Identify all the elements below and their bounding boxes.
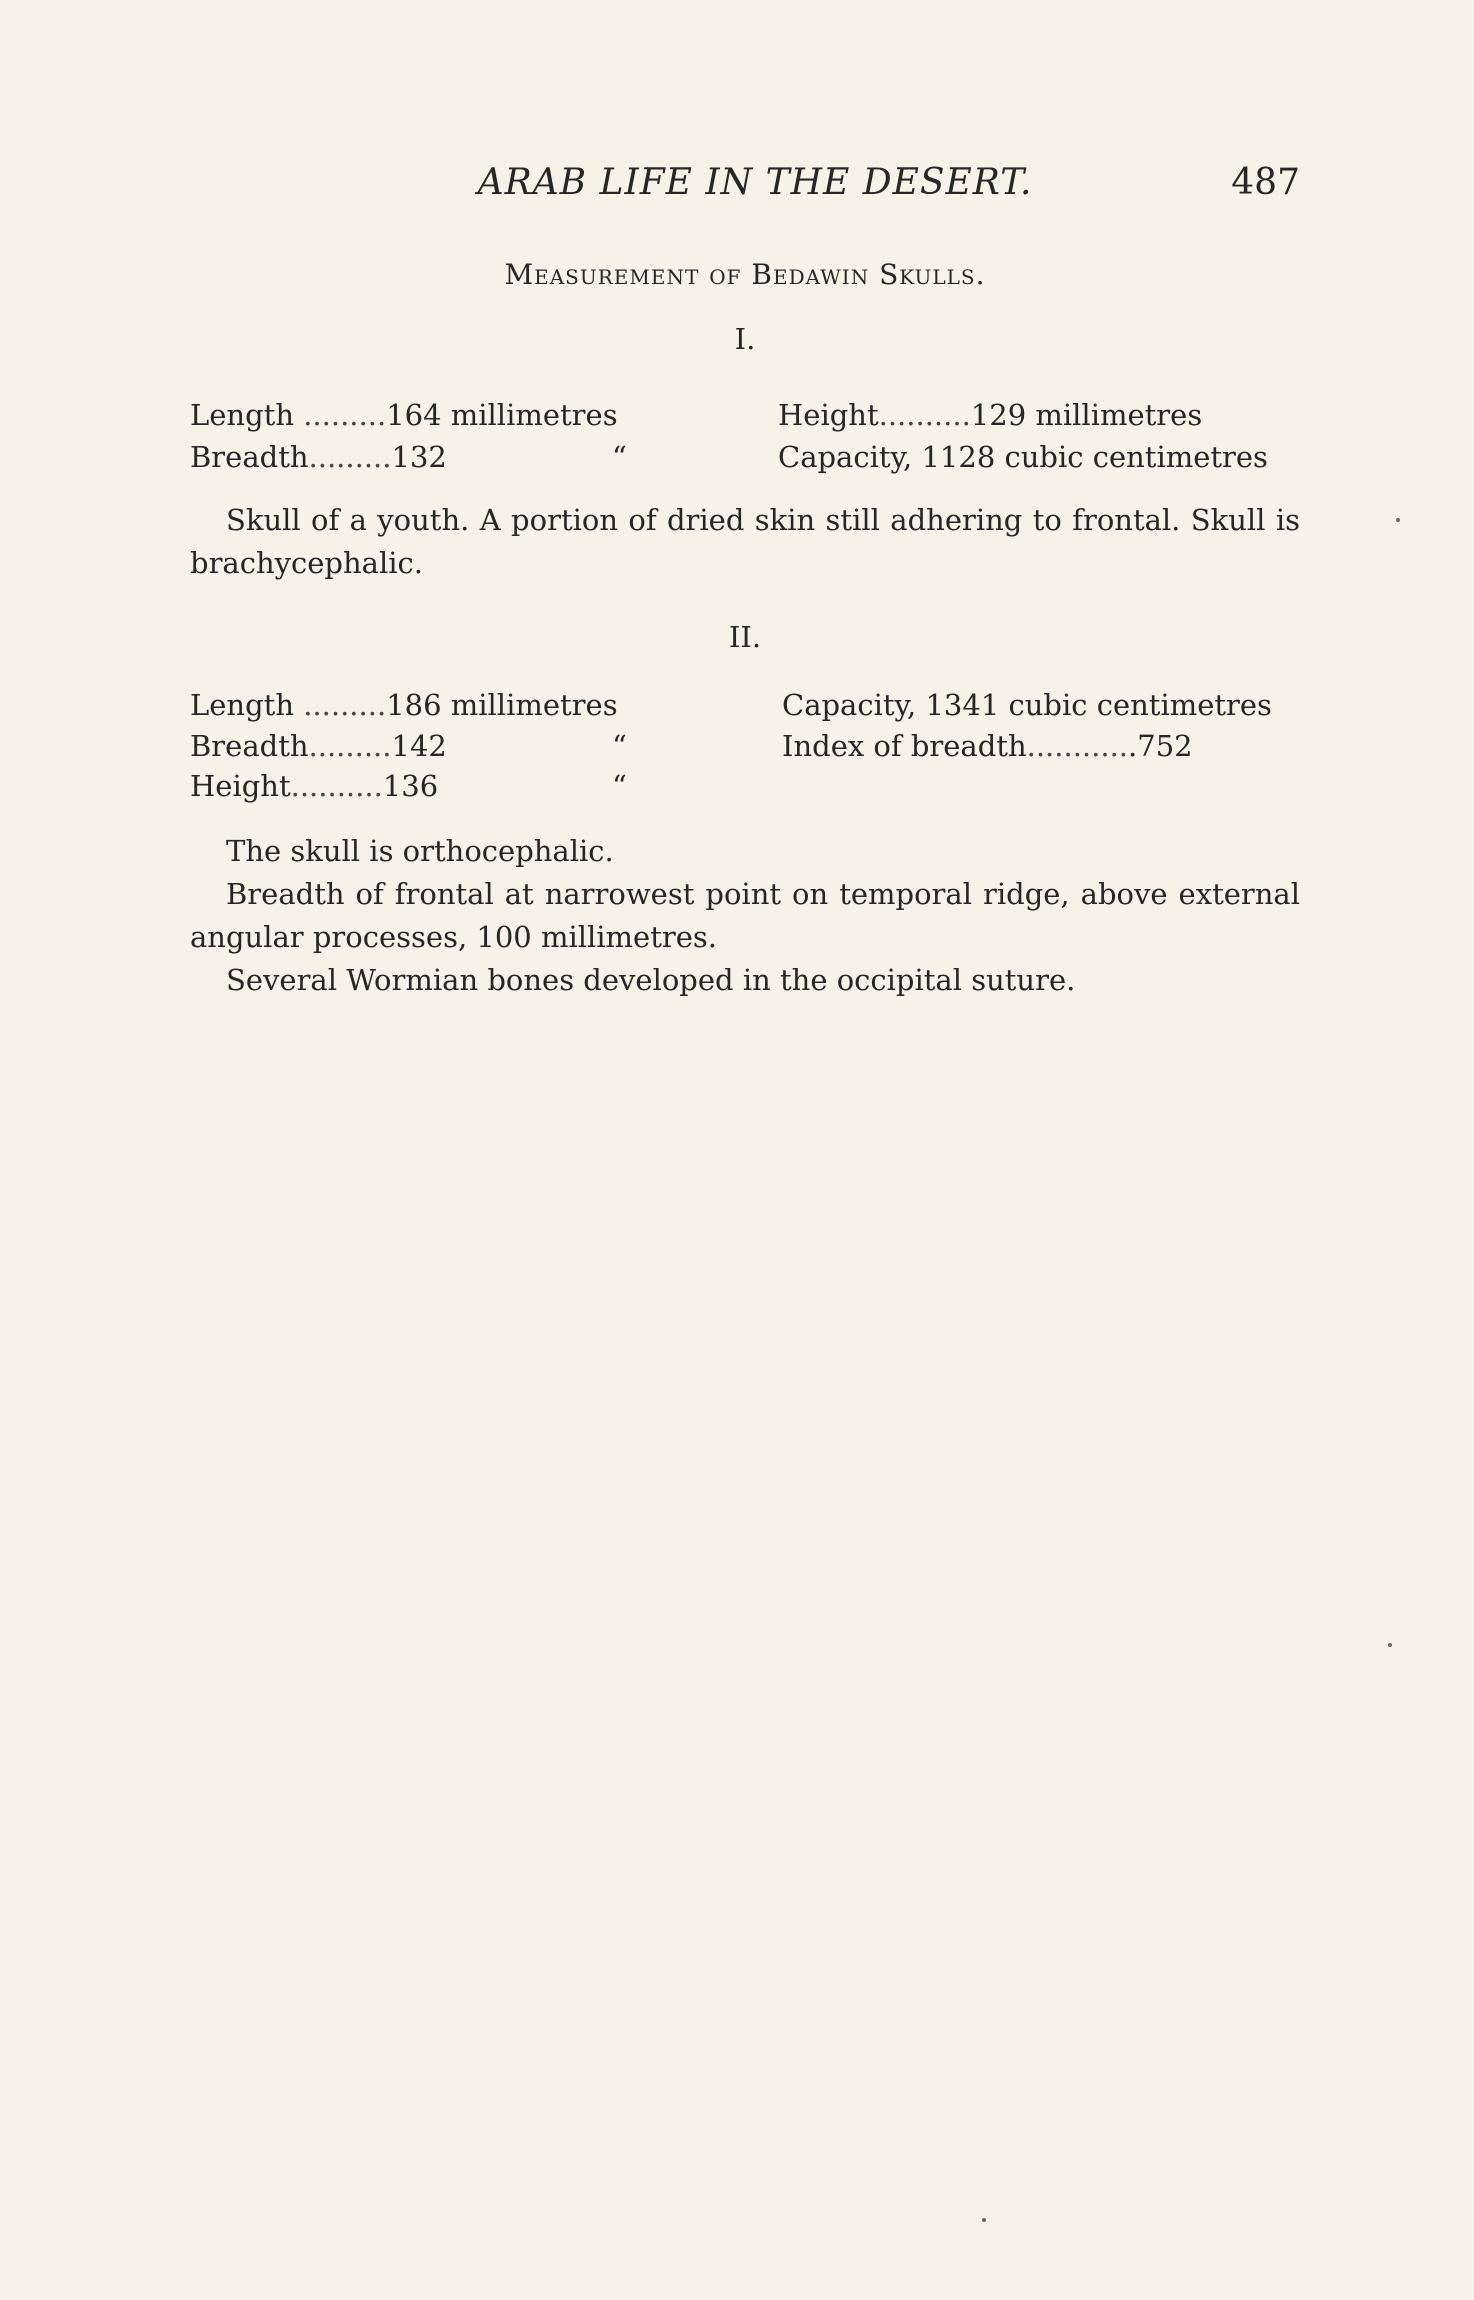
value: 142	[391, 729, 447, 763]
skull-1-row-1	[190, 398, 1300, 438]
skull-1-row-2	[190, 440, 1300, 480]
skull-2-numeral: II.	[728, 620, 762, 654]
label: Length	[190, 398, 294, 432]
label: Index of breadth	[782, 729, 1027, 763]
paper-speck	[1388, 1643, 1392, 1647]
ditto-mark: “	[612, 769, 627, 803]
note: Breadth of frontal at narrowest point on temporal ridge, above external angular processes, 100 millimetres.	[190, 877, 1300, 954]
leader-dots: .........	[308, 729, 392, 763]
skull-1-numeral: I.	[734, 322, 756, 356]
skull-2-row-1	[190, 688, 1300, 728]
leader-dots: ..........	[290, 769, 383, 803]
page-header	[190, 162, 1300, 212]
value: .752	[1128, 729, 1193, 763]
skull-2-row-3	[190, 769, 1300, 809]
measure-capacity: Capacity, 1341 cubic centimetres	[782, 688, 1272, 722]
leader-dots: .........	[294, 398, 387, 432]
leader-dots: ...........	[1026, 729, 1129, 763]
leader-dots: .........	[308, 440, 392, 474]
measure-height	[778, 398, 1202, 432]
leader-dots: ..........	[878, 398, 971, 432]
value: 132	[391, 440, 447, 474]
skull-2-notes	[190, 830, 1300, 1002]
measure-length	[190, 688, 618, 722]
page-number: 487	[1231, 162, 1300, 203]
ditto-mark: “	[612, 440, 627, 474]
note: Skull of a youth. A portion of dried skin still adhering to frontal. Skull is brachycephalic.	[190, 503, 1300, 580]
note: The skull is orthocephalic.	[226, 834, 614, 868]
label: Length	[190, 688, 294, 722]
value: 136	[382, 769, 439, 803]
skull-2-row-2	[190, 729, 1300, 769]
skull-1-notes	[190, 499, 1300, 585]
running-title: ARAB LIFE IN THE DESERT.	[477, 162, 1033, 203]
label: Height	[778, 398, 879, 432]
value: 129 millimetres	[970, 398, 1203, 432]
section-title: Measurement of Bedawin Skulls.	[504, 258, 986, 291]
value: 164 millimetres	[386, 398, 618, 432]
leader-dots: .........	[294, 688, 387, 722]
label: Height	[190, 769, 291, 803]
paper-speck	[982, 2218, 986, 2222]
measure-breadth	[190, 440, 447, 474]
note: Several Wormian bones developed in the occipital suture.	[226, 963, 1076, 997]
ditto-mark: “	[612, 729, 627, 763]
value: 186 millimetres	[386, 688, 618, 722]
measure-length	[190, 398, 618, 432]
measure-index-of-breadth	[782, 729, 1193, 763]
measure-capacity: Capacity, 1128 cubic centimetres	[778, 440, 1268, 474]
measure-height	[190, 769, 438, 803]
paper-speck	[1396, 518, 1400, 522]
measure-breadth	[190, 729, 447, 763]
label: Breadth	[190, 440, 309, 474]
label: Breadth	[190, 729, 309, 763]
